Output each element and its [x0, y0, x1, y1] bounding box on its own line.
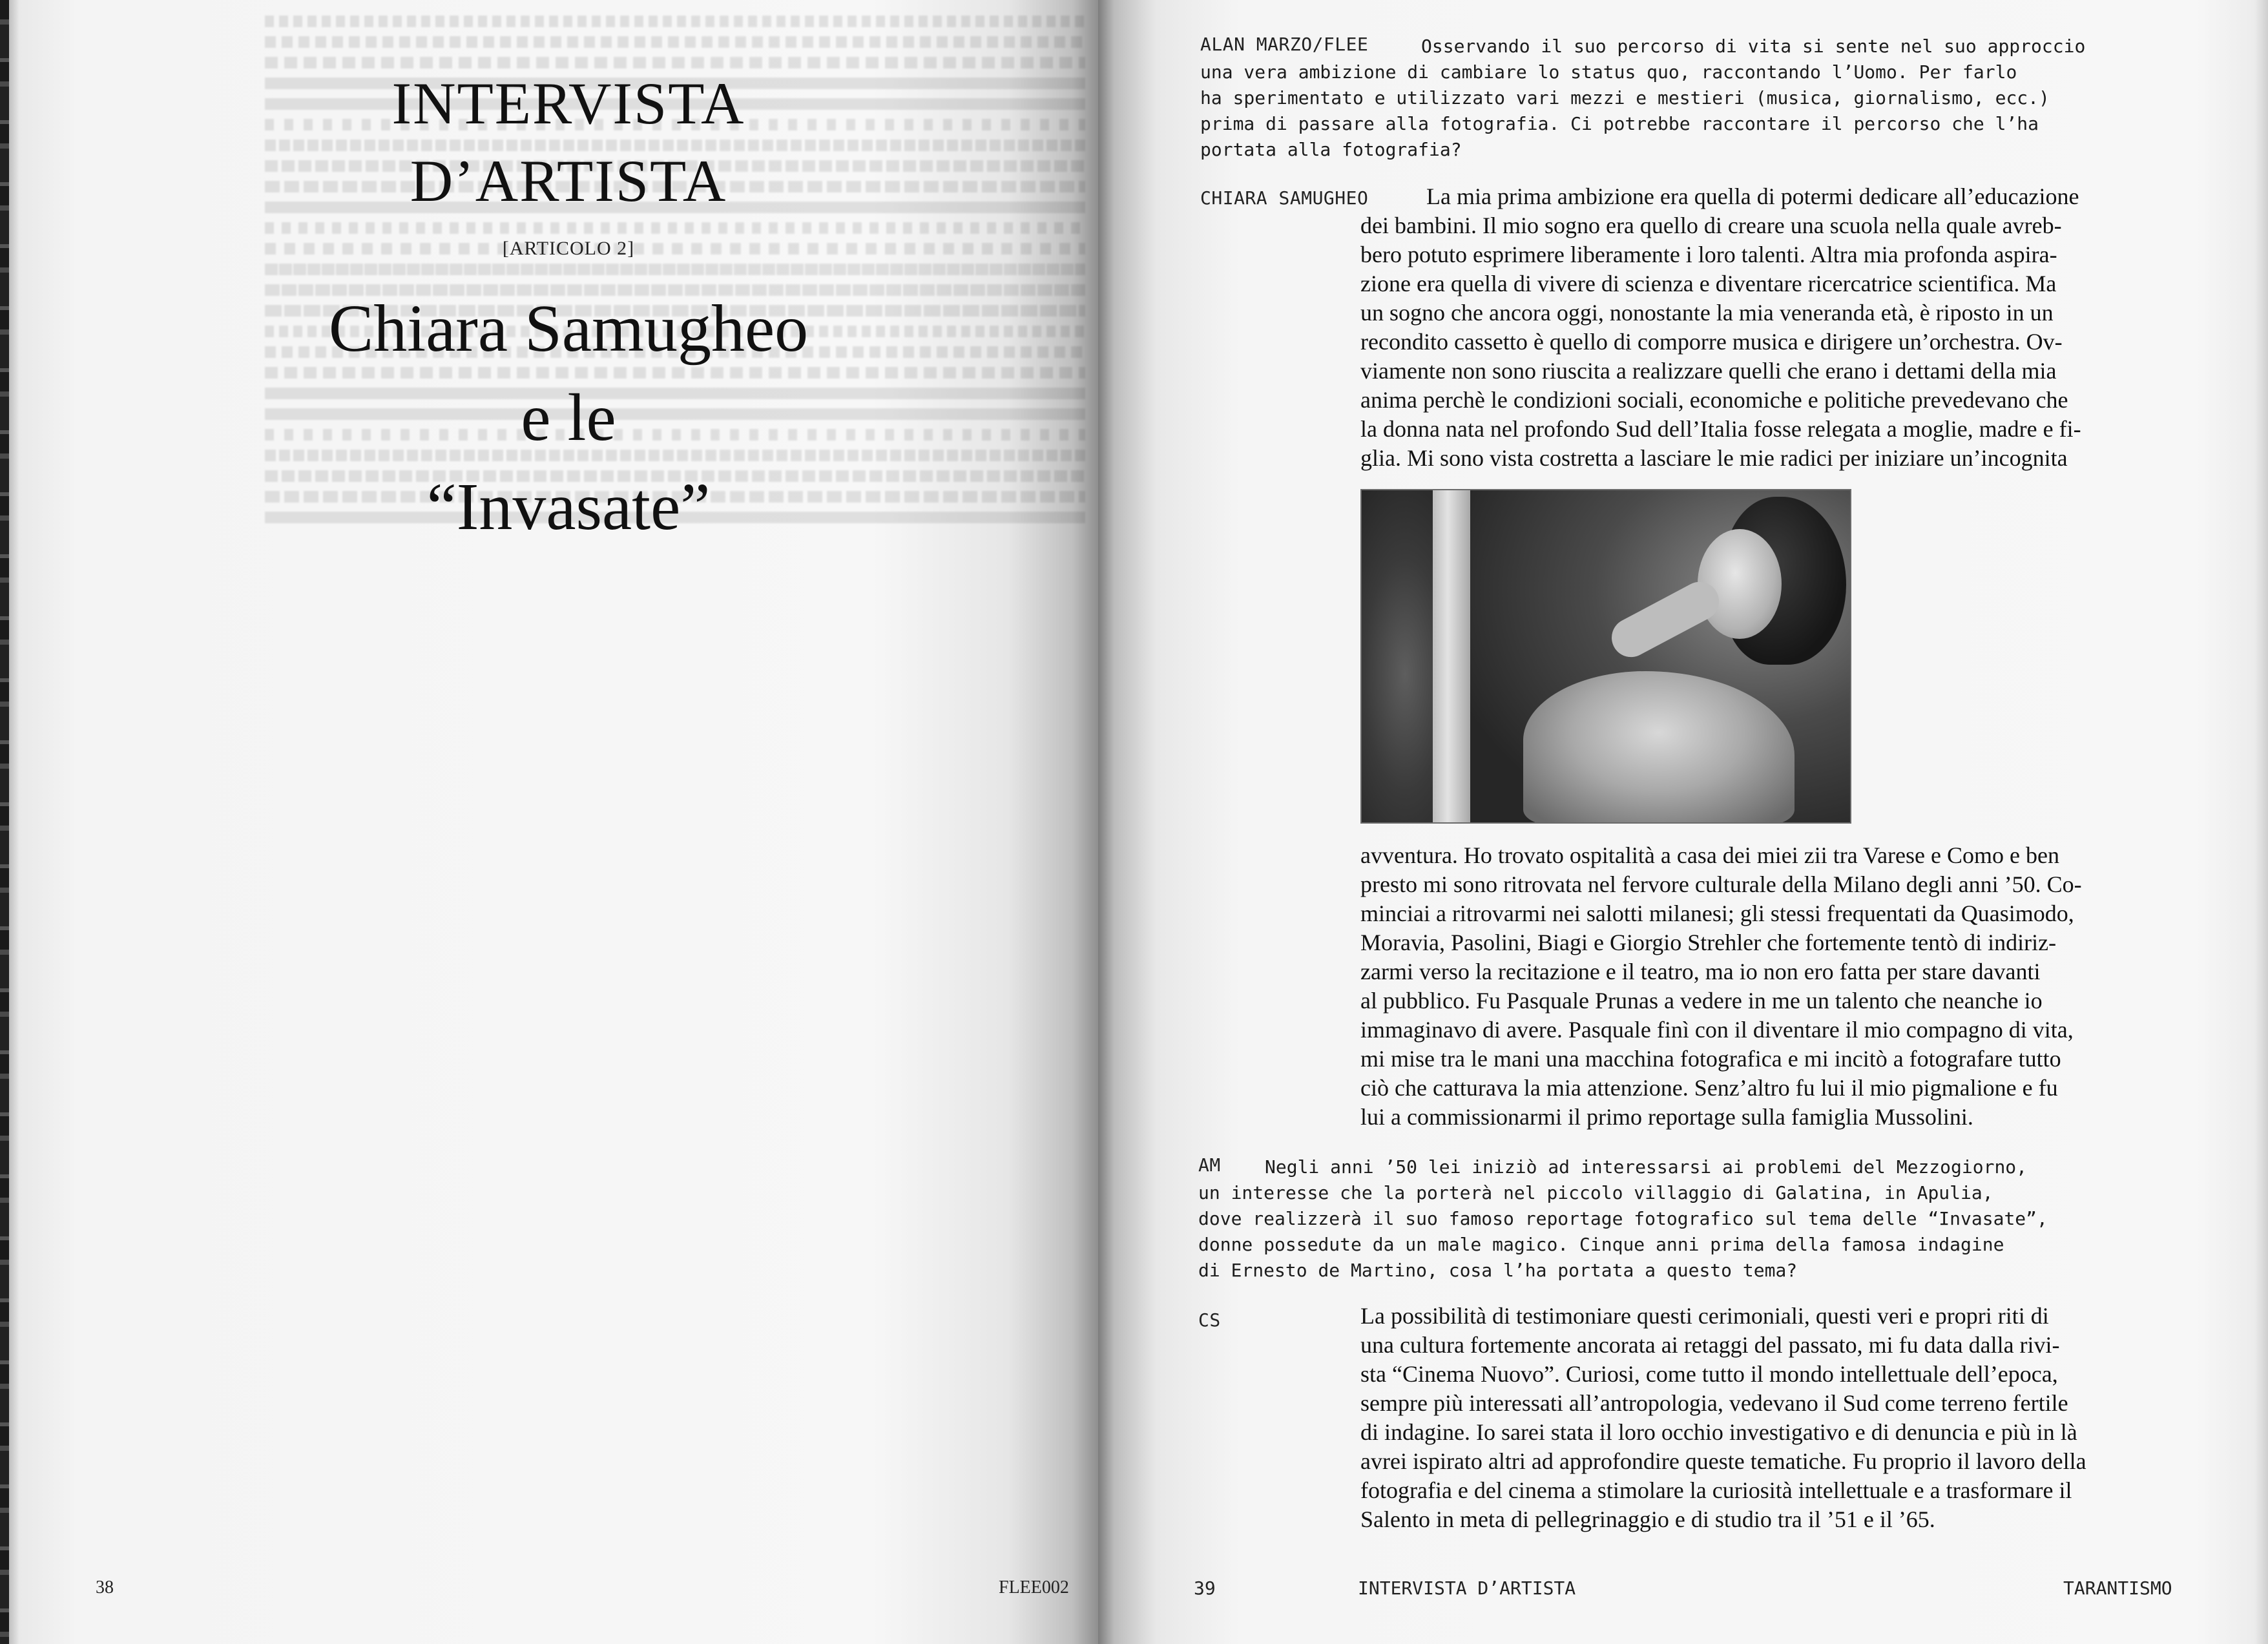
answer-line: avventura. Ho trovato ospitalità a casa dei miei zii tra Varese e Como e ben [1360, 842, 2059, 868]
answer-line: di indagine. Io sarei stata il loro occhio investigativo e di denuncia e più in là [1360, 1419, 2077, 1445]
answer-line: viamente non sono riuscita a realizzare quelli che erano i dettami della mia [1360, 358, 2057, 384]
page-number-right: 39 [1194, 1577, 1216, 1599]
headline-line: “Invasate” [426, 470, 711, 544]
answer-line: mi mise tra le mani una macchina fotografica e mi incitò a fotografare tutto [1360, 1046, 2061, 1072]
speaker-label: AM [1198, 1154, 1221, 1176]
topic-label: TARANTISMO [2063, 1577, 2172, 1599]
answer-line: sempre più interessati all’antropologia, vedevano il Sud come terreno fertile [1360, 1390, 2068, 1416]
answer-line: dei bambini. Il mio sogno era quello di creare una scuola nella quale avreb- [1360, 213, 2062, 238]
section-label: INTERVISTA D’ARTISTA [1358, 1577, 1576, 1599]
answer-line: una cultura fortemente ancorata ai retaggi del passato, mi fu data dalla rivi- [1360, 1332, 2060, 1358]
speaker-label: CHIARA SAMUGHEO [1200, 187, 1369, 209]
answer-line: bero potuto esprimere liberamente i loro talenti. Altra mia profonda aspira- [1360, 242, 2057, 267]
answer-line: Moravia, Pasolini, Biagi e Giorgio Strehler che fortemente tentò di indiriz- [1360, 930, 2057, 955]
answer-line: un sogno che ancora oggi, nonostante la mia veneranda età, è riposto in un [1360, 300, 2054, 326]
answer-line: fotografia e del cinema a stimolare la curiosità intellettuale e a trasformare il [1360, 1477, 2072, 1503]
speaker-label: ALAN MARZO/FLEE [1200, 34, 1369, 55]
answer-paragraph [1360, 1302, 2189, 1534]
answer-line: La mia prima ambizione era quella di potermi dedicare all’educazione [1426, 183, 2079, 209]
page-edge [0, 0, 9, 1644]
magazine-issue-label: FLEE002 [999, 1577, 1069, 1597]
answer-line: sta “Cinema Nuovo”. Curiosi, come tutto il mondo intellettuale dell’epoca, [1360, 1361, 2058, 1387]
answer-line: minciai a ritrovarmi nei salotti milanesi; gli stessi frequentati da Quasimodo, [1360, 900, 2074, 926]
headline-line: e le [521, 380, 616, 455]
page-number-left: 38 [96, 1577, 114, 1597]
answer-line: Salento in meta di pellegrinaggio e di studio tra il ’51 e il ’65. [1360, 1506, 1935, 1532]
answer-line: la donna nata nel profondo Sud dell’Italia fosse relegata a moglie, madre e fi- [1360, 416, 2081, 442]
question-text: una vera ambizione di cambiare lo status quo, raccontando l’Uomo. Per farlo ha sperimentato e utilizzato vari mezzi e mestieri (musica, giornalismo, ecc.) prima di passare alla fotografia. Ci potrebbe raccontare il percorso che l’ha portata alla fotografia? [1200, 61, 2050, 160]
answer-line: lui a commissionarmi il primo reportage sulla famiglia Mussolini. [1360, 1104, 1973, 1130]
left-page [0, 0, 1098, 1644]
answer-line: anima perchè le condizioni sociali, economiche e politiche prevedevano che [1360, 387, 2068, 413]
speaker-label: CS [1198, 1309, 1221, 1331]
answer-line: zione era quella di vivere di scienza e diventare ricercatrice scientifica. Ma [1360, 271, 2057, 297]
question-text: un interesse che la porterà nel piccolo villaggio di Galatina, in Apulia, dove realizzerà il suo famoso reportage fotografico sul tema delle “Invasate”, donne possedute da un male magico. Cinque anni prima della famosa indagine di Ernesto de Martino, cosa l’ha portata a questo tema? [1198, 1182, 2048, 1281]
answer-line: avrei ispirato altri ad approfondire queste tematiche. Fu proprio il lavoro della [1360, 1448, 2086, 1474]
article-kicker-line1: INTERVISTA [391, 70, 745, 136]
answer-line: glia. Mi sono vista costretta a lasciare le mie radici per iniziare un’incognita [1360, 445, 2068, 471]
archival-photograph [1360, 489, 1851, 824]
answer-line: zarmi verso la recitazione e il teatro, ma io non ero fatta per stare davanti [1360, 959, 2041, 984]
right-page [1098, 0, 2268, 1644]
answer-line: ciò che catturava la mia attenzione. Senz’altro fu lui il mio pigmalione e fu [1360, 1075, 2058, 1101]
question-first-line: Osservando il suo percorso di vita si sente nel suo approccio [1421, 36, 2086, 57]
answer-line: La possibilità di testimoniare questi cerimoniali, questi veri e propri riti di [1360, 1303, 2049, 1329]
article-headline [245, 284, 891, 552]
answer-line: immaginavo di avere. Pasquale finì con il diventare il mio compagno di vita, [1360, 1017, 2074, 1043]
headline-line: Chiara Samugheo [328, 291, 809, 366]
answer-paragraph-continued [1360, 841, 2189, 1132]
answer-paragraph [1360, 182, 2189, 473]
question-first-line: Negli anni ’50 lei iniziò ad interessarsi ai problemi del Mezzogiorno, [1265, 1156, 2028, 1178]
answer-line: presto mi sono ritrovata nel fervore culturale della Milano degli anni ’50. Co- [1360, 871, 2082, 897]
article-kicker-line2: D’ARTISTA [410, 148, 727, 214]
answer-line: recondito cassetto è quello di comporre musica e dirigere un’orchestra. Ov- [1360, 329, 2063, 355]
answer-line: al pubblico. Fu Pasquale Prunas a vedere in me un talento che neanche io [1360, 988, 2043, 1014]
article-number-label: [ARTICOLO 2] [502, 238, 635, 259]
